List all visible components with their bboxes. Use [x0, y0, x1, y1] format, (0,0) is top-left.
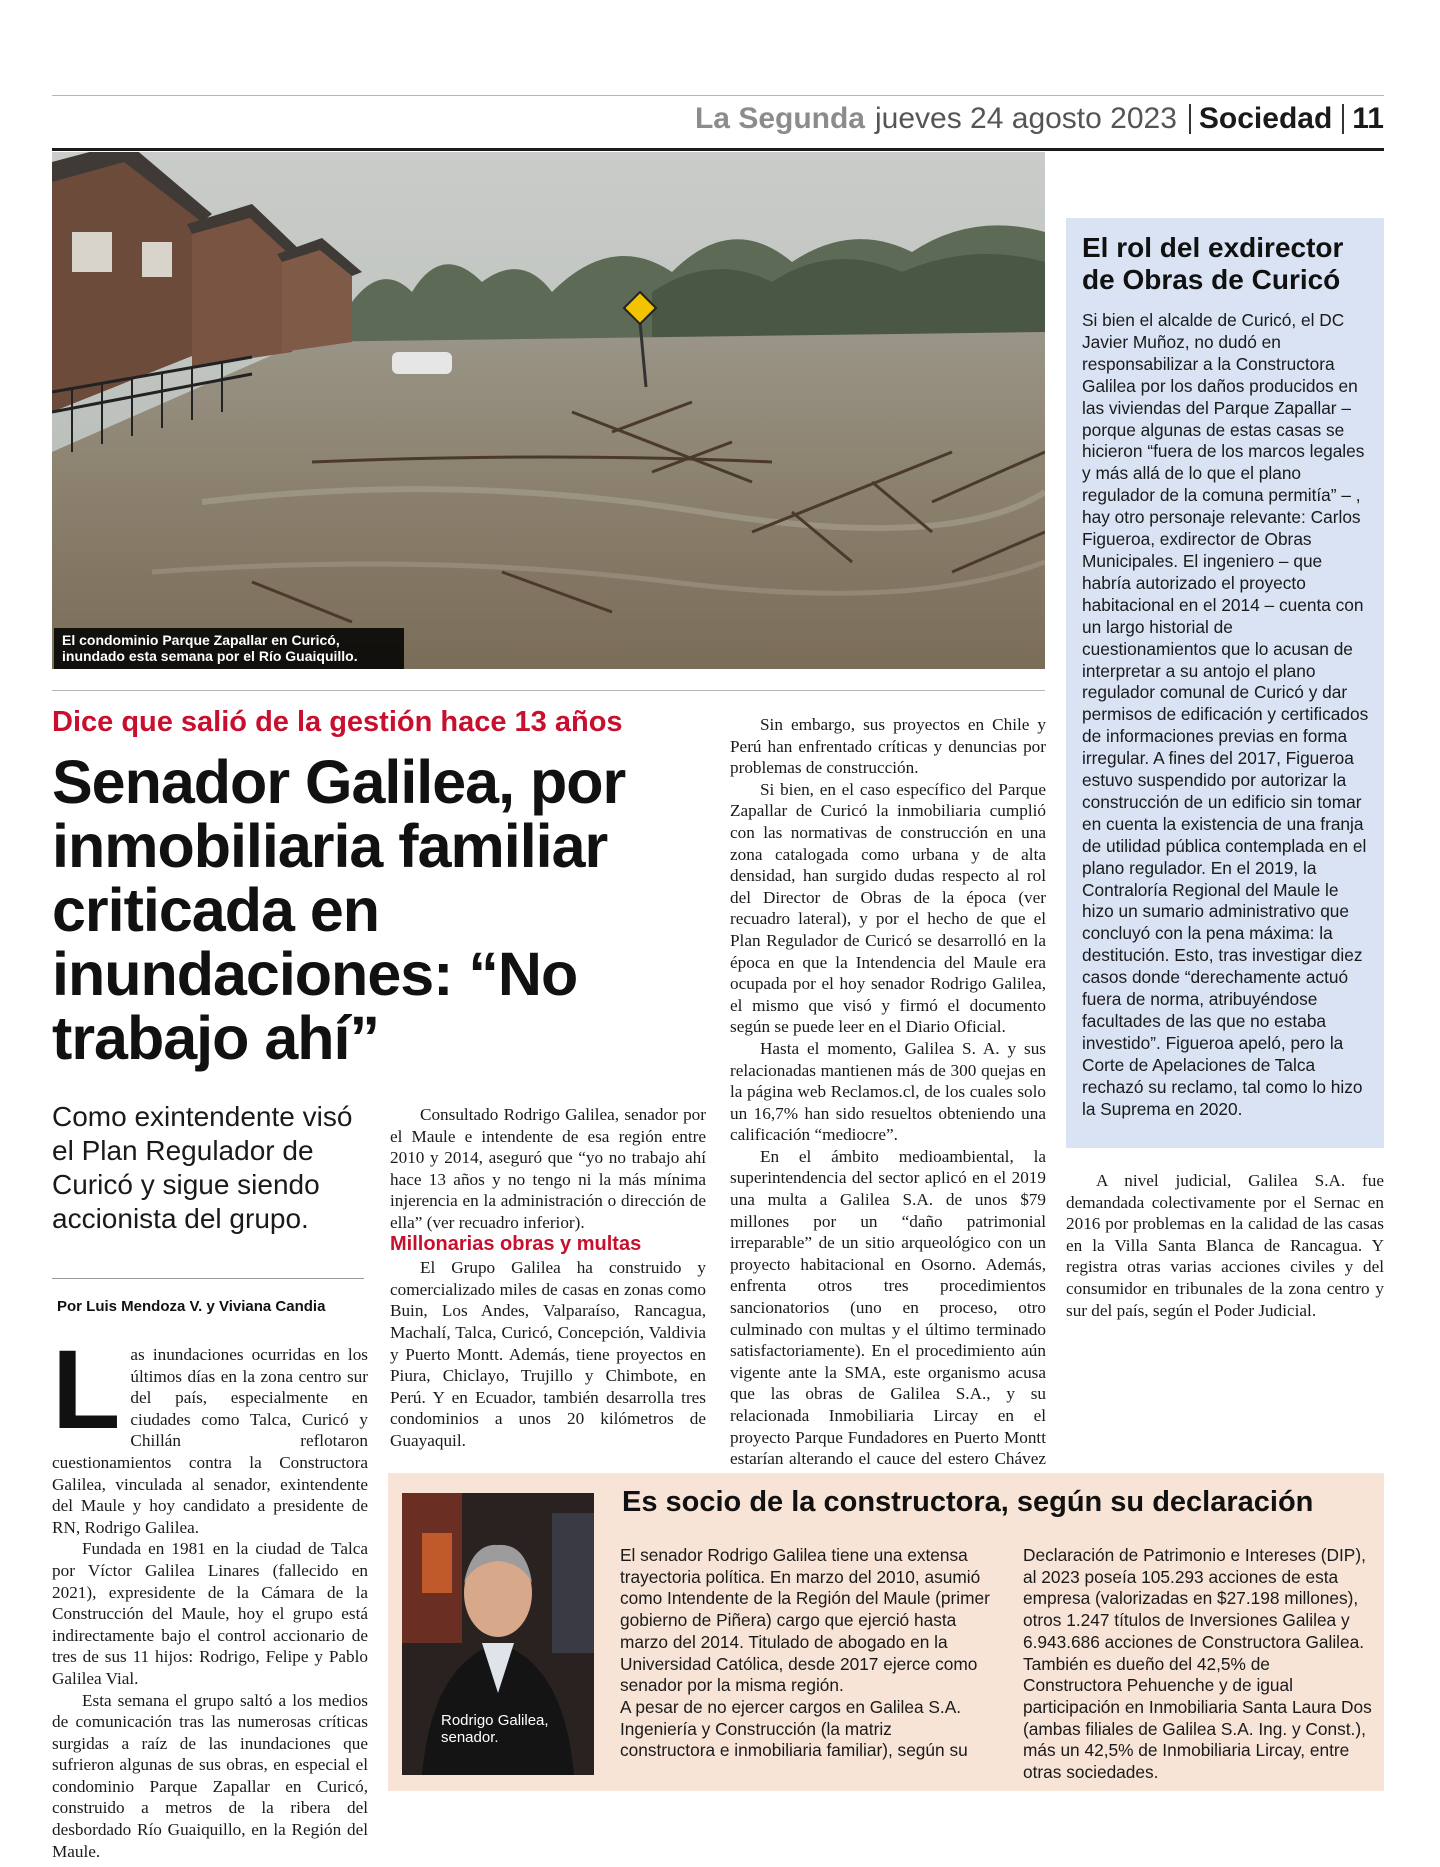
sidebar-body: Si bien el alcalde de Curicó, el DC Javier Muñoz, no dudó en responsabilizar a la Constructora Galilea por los daños producidos en las viviendas del Parque Zapallar – porque algunas de estas casas se hicieron “fuera de los marcos legales y más allá de lo que el plano regulador de la comuna permitía” – , hay otro personaje relevante: Carlos Figueroa, exdirector de Obras Municipales. El ingeniero – que habría autorizado el proyecto habitacional en el 2014 – cuenta con un largo historial de cuestionamientos que lo acusan de interpretar a su antojo el plano regulador comunal de Curicó y dar permisos de edificación y certificados de informaciones previas en forma irregular. A fines del 2017, Figueroa estuvo suspendido por autorizar la construcción de un edificio sin tomar en cuenta la existencia de una franja de utilidad pública contemplada en el plano regulador. En el 2019, la Contraloría Regional del Maule le hizo un sumario administrativo que concluyó con la pena máxima: la destitución. Esto, tras investigar diez casos donde “derechamente actuó fuera de norma, atribuyéndose facultades de las que no estaba investido”. Figueroa apeló, pero la Corte de Apelaciones de Talca rechazó su reclamo, tal como lo hizo la Suprema en 2020.: [1082, 310, 1369, 1119]
header-separator: [1189, 104, 1191, 134]
article-column-1: [52, 1327, 368, 1862]
section-name: Sociedad: [1198, 102, 1333, 135]
article-column-3: [730, 714, 1046, 1491]
flood-photo: [52, 152, 1045, 669]
photo-caption-line: inundado esta semana por el Río Guaiquillo.: [62, 648, 358, 664]
article-paragraph: Esta semana el grupo saltó a los medios de comunicación tras las numerosas críticas surgidas a raíz de las inundaciones que sufrieron algunas de sus obras, en especial el condominio Parque Zapallar en Curicó, construido a metros de la ribera del desbordado Río Guaiquillo, en la Región del Maule.: [52, 1690, 368, 1861]
article-paragraph: Consultado Rodrigo Galilea, senador por el Maule e intendente de esa región entre 2010 y 2014, aseguró que “yo no trabajo ahí hace 13 años y no tengo ni la más mínima injerencia en la administración o dirección de ella” (ver recuadro inferior).: [390, 1105, 706, 1232]
header-separator: [1342, 104, 1344, 134]
article-paragraph: En el ámbito medioambiental, la superintendencia del sector aplicó en el 2019 una multa a Galilea S.A. de unos $79 millones por un “daño patrimonial irreparable” de un sitio arqueológico con un proyecto habitacional en Osorno. Además, enfrenta otros tres procedimientos sancionatorios (uno en proceso, otro culminado con multas y el último terminado satisfactoriamente). En el procedimiento aún vigente ante la SMA, este organismo acusa que las obras de Galilea S.A., y su relacionada Inmobiliaria Lircay en el proyecto Parque Fundadores en Puerto Montt estarían alterando el cauce del estero Chávez: [730, 1146, 1046, 1469]
issue-date: jueves 24 agosto 2023: [875, 102, 1177, 135]
header-rule: [52, 148, 1384, 151]
subhead: Millonarias obras y multas: [390, 1232, 642, 1255]
photo-caption: [54, 628, 404, 669]
article-paragraph: Sin embargo, sus proyectos en Chile y Perú han enfrentado críticas y denuncias por problemas de construcción.: [730, 715, 1046, 778]
photo-caption-line: Rodrigo Galilea,: [441, 1712, 549, 1729]
article-paragraph: Fundada en 1981 en la ciudad de Talca por Víctor Galilea Linares (fallecido en 2021), expresidente de la Cámara de la Construcción del Maule, hoy el grupo está indirectamente bajo el control accionario de tres de sus 11 hijos: Rodrigo, Felipe y Pablo Galilea Vial.: [52, 1539, 368, 1688]
deck: Como exintendente visó el Plan Regulador de Curicó y sigue siendo accionista del grupo.: [52, 1101, 353, 1234]
kicker: Dice que salió de la gestión hace 13 años: [52, 706, 623, 738]
page-number: 11: [1352, 102, 1384, 135]
sidebar-box: [1066, 218, 1384, 1148]
article-paragraph: A nivel judicial, Galilea S.A. fue demandada colectivamente por el Sernac en 2016 por problemas en la calidad de las casas en la Villa Santa Blanca de Rancagua. Y registra otras varias acciones civiles y del consumidor en tribunales de la zona centro y sur del país, según el Poder Judicial.: [1066, 1171, 1384, 1320]
sidebar-title: El rol del exdirector de Obras de Curicó: [1082, 232, 1344, 295]
photo-caption-line: El condominio Parque Zapallar en Curicó,: [62, 632, 340, 648]
paragraph-text: as inundaciones ocurridas en los últimos días en la zona centro sur del país, especialmente en ciudades como Talca, Curicó y Chillán reflotaron cuestionamientos contra la Constructora Galilea, vinculada al senador, exintendente del Maule y hoy candidato a presidente de RN, Rodrigo Galilea.: [52, 1345, 368, 1537]
box-column-1: [620, 1545, 990, 1762]
senator-photo-caption: [441, 1712, 549, 1746]
article-column-2: [390, 1104, 706, 1452]
box-paragraph: El senador Rodrigo Galilea tiene una extensa trayectoria política. En marzo del 2010, asumió como Intendente de la Región del Maule (primer gobierno de Piñera) cargo que ejerció hasta marzo del 2014. Titulado de abogado en la Universidad Católica, desde 2017 ejerce como senador por la misma región.: [620, 1545, 990, 1696]
article-paragraph: Hasta el momento, Galilea S. A. y sus relacionadas mantienen más de 300 quejas en la página web Reclamos.cl, de los cuales solo un 16,7% han sido resueltos obteniendo una calificación “mediocre”.: [730, 1038, 1046, 1145]
top-rule: [52, 95, 1384, 96]
box-paragraph: Declaración de Patrimonio e Intereses (DIP), al 2023 poseía 105.293 acciones de esta empresa (valorizadas en $27.198 millones), otros 1.247 títulos de Inversiones Galilea y 6.943.686 acciones de Constructora Galilea. También es dueño del 42,5% de Constructora Pehuenche y de igual participación en Inmobiliaria Santa Laura Dos (ambas filiales de Galilea S.A. Ing. y Const.), más un 42,5% de Inmobiliaria Lircay, entre otras sociedades.: [1023, 1545, 1372, 1783]
page-header: [52, 98, 1384, 150]
section-rule: [52, 690, 1045, 691]
article-paragraph: Si bien, en el caso específico del Parque Zapallar de Curicó la inmobiliaria cumplió con las normativas de construcción en una zona catalogada como urbana y de alta densidad, han surgido dudas respecto al rol del Director de Obras de la época (ver recuadro lateral), y por el hecho de que el Plan Regulador de Curicó se desarrolló en la época en que la Intendencia del Maule era ocupada por el hoy senador Rodrigo Galilea, el mismo que visó y firmó el documento según se puede leer en el Diario Oficial.: [730, 779, 1046, 1037]
photo-caption-line: senador.: [441, 1729, 499, 1746]
article-paragraph: El Grupo Galilea ha construido y comercializado miles de casas en zonas como Buin, Los Andes, Valparaíso, Rancagua, Machalí, Talca, Curicó, Concepción, Valdivia y Puerto Montt. Además, tiene proyectos en Piura, Chiclayo, Trujillo y Chimbote, en Perú. Y en Ecuador, también desarrolla tres condominios a unos 20 kilómetros de Guayaquil.: [390, 1258, 706, 1450]
headline: Senador Galilea, por inmobiliaria familiar criticada en inundaciones: “No trabajo ahí”: [52, 748, 626, 1072]
dropcap: L: [52, 1327, 121, 1452]
article-column-4: [1066, 1170, 1384, 1321]
byline: Por Luis Mendoza V. y Viviana Candia: [57, 1298, 326, 1315]
box-column-2: [1023, 1545, 1373, 1784]
publication-name: La Segunda: [694, 102, 865, 135]
article-paragraph: [52, 1327, 368, 1538]
box-paragraph: A pesar de no ejercer cargos en Galilea S.A. Ingeniería y Construcción (la matriz constructora e inmobiliaria familiar), según su: [620, 1696, 968, 1761]
deck-rule: [52, 1278, 364, 1279]
box-title: Es socio de la constructora, según su declaración: [622, 1486, 1314, 1518]
